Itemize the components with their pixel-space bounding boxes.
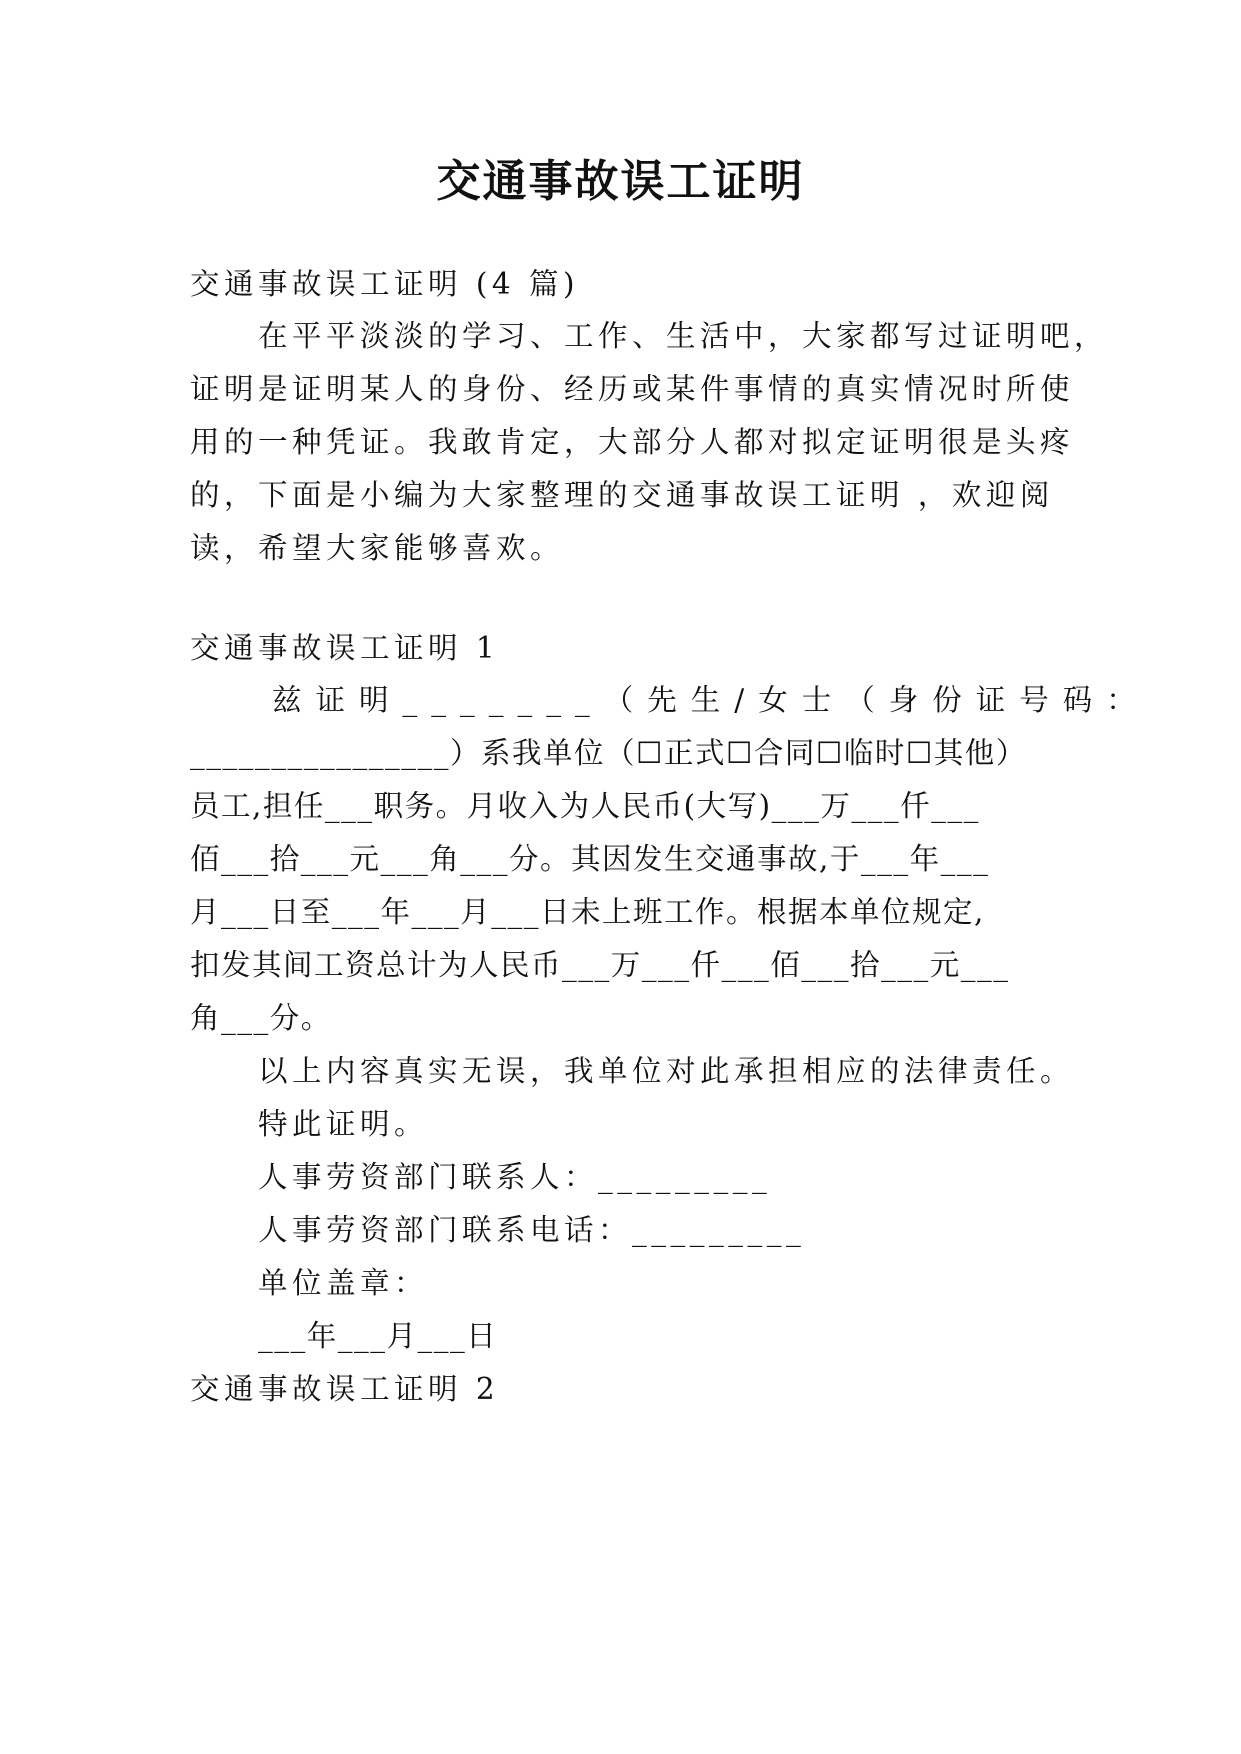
- body-line: 角___分。: [190, 1001, 332, 1035]
- section-heading: 交通事故误工证明 2: [190, 1372, 500, 1406]
- body-line: ________________）系我单位（☐正式☐合同☐临时☐其他）: [190, 736, 1027, 770]
- intro-line: 用的一种凭证。我敢肯定，大部分人都对拟定证明很是头疼: [190, 425, 1075, 459]
- body-line: 兹证明_______（先生/女士（身份证号码：: [272, 683, 1150, 717]
- contact-phone-line: 人事劳资部门联系电话：_________: [258, 1213, 806, 1247]
- closing-line: 以上内容真实无误，我单位对此承担相应的法律责任。: [258, 1054, 1075, 1088]
- date-line: ___年___月___日: [258, 1319, 498, 1353]
- document-subtitle: 交通事故误工证明 (4 篇): [190, 267, 580, 301]
- intro-line: 在平平淡淡的学习、工作、生活中，大家都写过证明吧，: [258, 319, 1109, 353]
- intro-line: 的，下面是小编为大家整理的交通事故误工证明 ，欢迎阅: [190, 478, 1054, 512]
- body-line: 月___日至___年___月___日未上班工作。根据本单位规定,: [190, 895, 985, 929]
- closing-line: 特此证明。: [258, 1107, 429, 1141]
- intro-line: 读，希望大家能够喜欢。: [190, 531, 565, 565]
- seal-line: 单位盖章：: [258, 1266, 429, 1300]
- contact-person-line: 人事劳资部门联系人：_________: [258, 1160, 772, 1194]
- intro-line: 证明是证明某人的身份、经历或某件事情的真实情况时所使: [190, 372, 1075, 406]
- section-heading: 交通事故误工证明 1: [190, 631, 500, 665]
- body-line: 佰___拾___元___角___分。其因发生交通事故,于___年___: [190, 842, 990, 876]
- body-line: 扣发其间工资总计为人民币___万___仟___佰___拾___元___: [190, 948, 1010, 982]
- document-title: 交通事故误工证明: [436, 156, 805, 207]
- body-line: 员工,担任___职务。月收入为人民币(大写)___万___仟___: [190, 789, 980, 823]
